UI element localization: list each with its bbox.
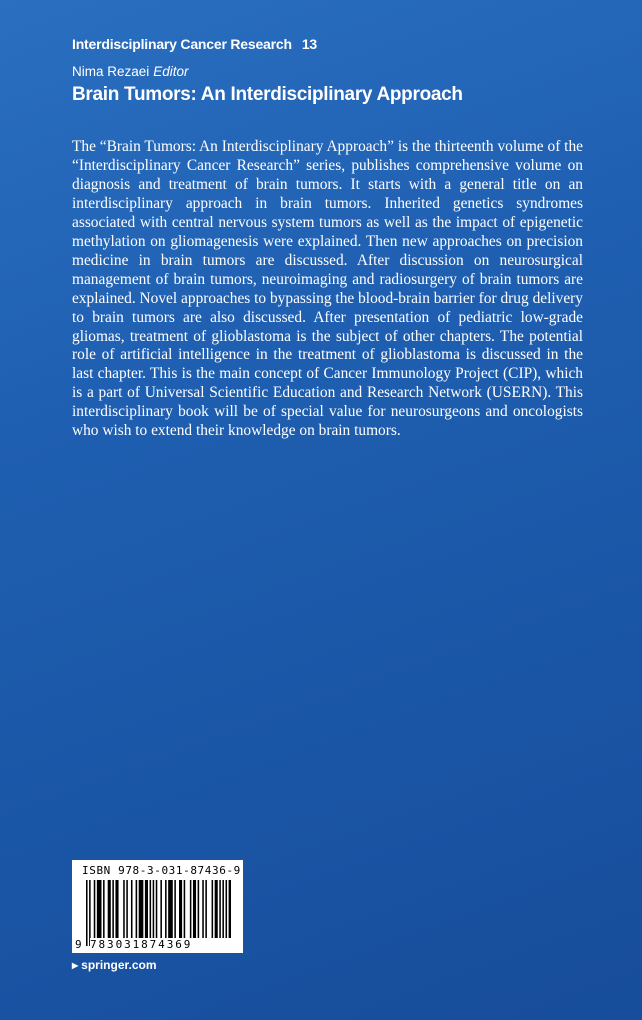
barcode-bar <box>160 880 162 946</box>
book-title: Brain Tumors: An Interdisciplinary Approach <box>72 84 463 105</box>
barcode-bar <box>219 880 221 946</box>
barcode-bar <box>156 880 158 946</box>
barcode-bar <box>190 880 192 946</box>
barcode-bar <box>215 880 218 946</box>
barcode-bar <box>86 880 88 946</box>
barcode-bar <box>115 880 118 946</box>
barcode-bar <box>103 880 105 946</box>
barcode-bar <box>184 880 186 946</box>
barcode-bar <box>131 880 133 946</box>
book-description: The “Brain Tumors: An Interdisciplinary Approach” is the thirteenth volume of the “Interdisciplinary Cancer Research” series, publishes comprehensive volume on diagnosis and treatment of brain tumors. It starts with a general title on an interdisciplinary approach in brain tumors. Inherited genetics syndromes associated with central nervous system tumors as well as the impact of epigenetic methylation on gliomagenesis were explained. Then new approaches on precision medicine in brain tumors are discussed. After discussion on neurosurgical management of brain tumors, neuroimaging and radiosurgery of brain tumors are explained. Novel approaches to bypassing the blood-brain barrier for drug delivery to brain tumors are also discussed. After presentation of pediatric low-grade gliomas, treatment of glioblastoma is the subject of other chapters. The potential role of artificial intelligence in the treatment of glioblastoma is discussed in the last chapter. This is the main concept of Cancer Immunology Project (CIP), which is a part of Universal Scientific Education and Research Network (USERN). This interdisciplinary book will be of special value for neurosurgeons and oncologists who wish to extend their knowledge on brain tumors. <box>72 138 583 440</box>
barcode-bar <box>229 880 231 946</box>
editor-role: Editor <box>153 64 189 79</box>
barcode-bar <box>202 880 204 946</box>
barcode-bar <box>139 880 144 946</box>
barcode-bar <box>212 880 214 946</box>
triangle-right-icon: ▶ <box>72 961 79 970</box>
barcode-bar <box>174 880 176 946</box>
barcode-bar <box>205 880 207 946</box>
barcode-bar <box>198 880 200 946</box>
publisher-url: springer.com <box>81 958 157 972</box>
publisher-link[interactable] <box>72 958 157 972</box>
barcode-bar <box>150 880 152 946</box>
ean-digits: 783031874369 <box>90 938 235 951</box>
barcode-bar <box>89 880 91 946</box>
barcode-bar <box>222 880 224 946</box>
barcode-bar <box>153 880 155 946</box>
series-volume: 13 <box>301 36 318 52</box>
barcode-bar <box>126 880 128 946</box>
isbn-barcode <box>72 860 243 953</box>
barcode-bar <box>179 880 182 946</box>
ean-first-digit: 9 <box>75 938 82 951</box>
barcode-bar <box>226 880 228 946</box>
barcode-bar <box>94 880 96 946</box>
barcode-bar <box>136 880 138 946</box>
isbn-label: ISBN 978-3-031-87436-9 <box>82 864 241 877</box>
barcode-bar <box>112 880 114 946</box>
series-line <box>72 36 317 52</box>
editor-name: Nima Rezaei <box>72 64 150 79</box>
barcode-bar <box>193 880 196 946</box>
barcode-bar <box>165 880 167 946</box>
barcode-bar <box>145 880 148 946</box>
barcode-bar <box>168 880 173 946</box>
editor-line <box>72 64 189 79</box>
barcode-bar <box>123 880 125 946</box>
barcode-bar <box>108 880 111 946</box>
barcode-bars <box>86 880 231 946</box>
barcode-bar <box>97 880 102 946</box>
series-name: Interdisciplinary Cancer Research <box>72 36 292 52</box>
